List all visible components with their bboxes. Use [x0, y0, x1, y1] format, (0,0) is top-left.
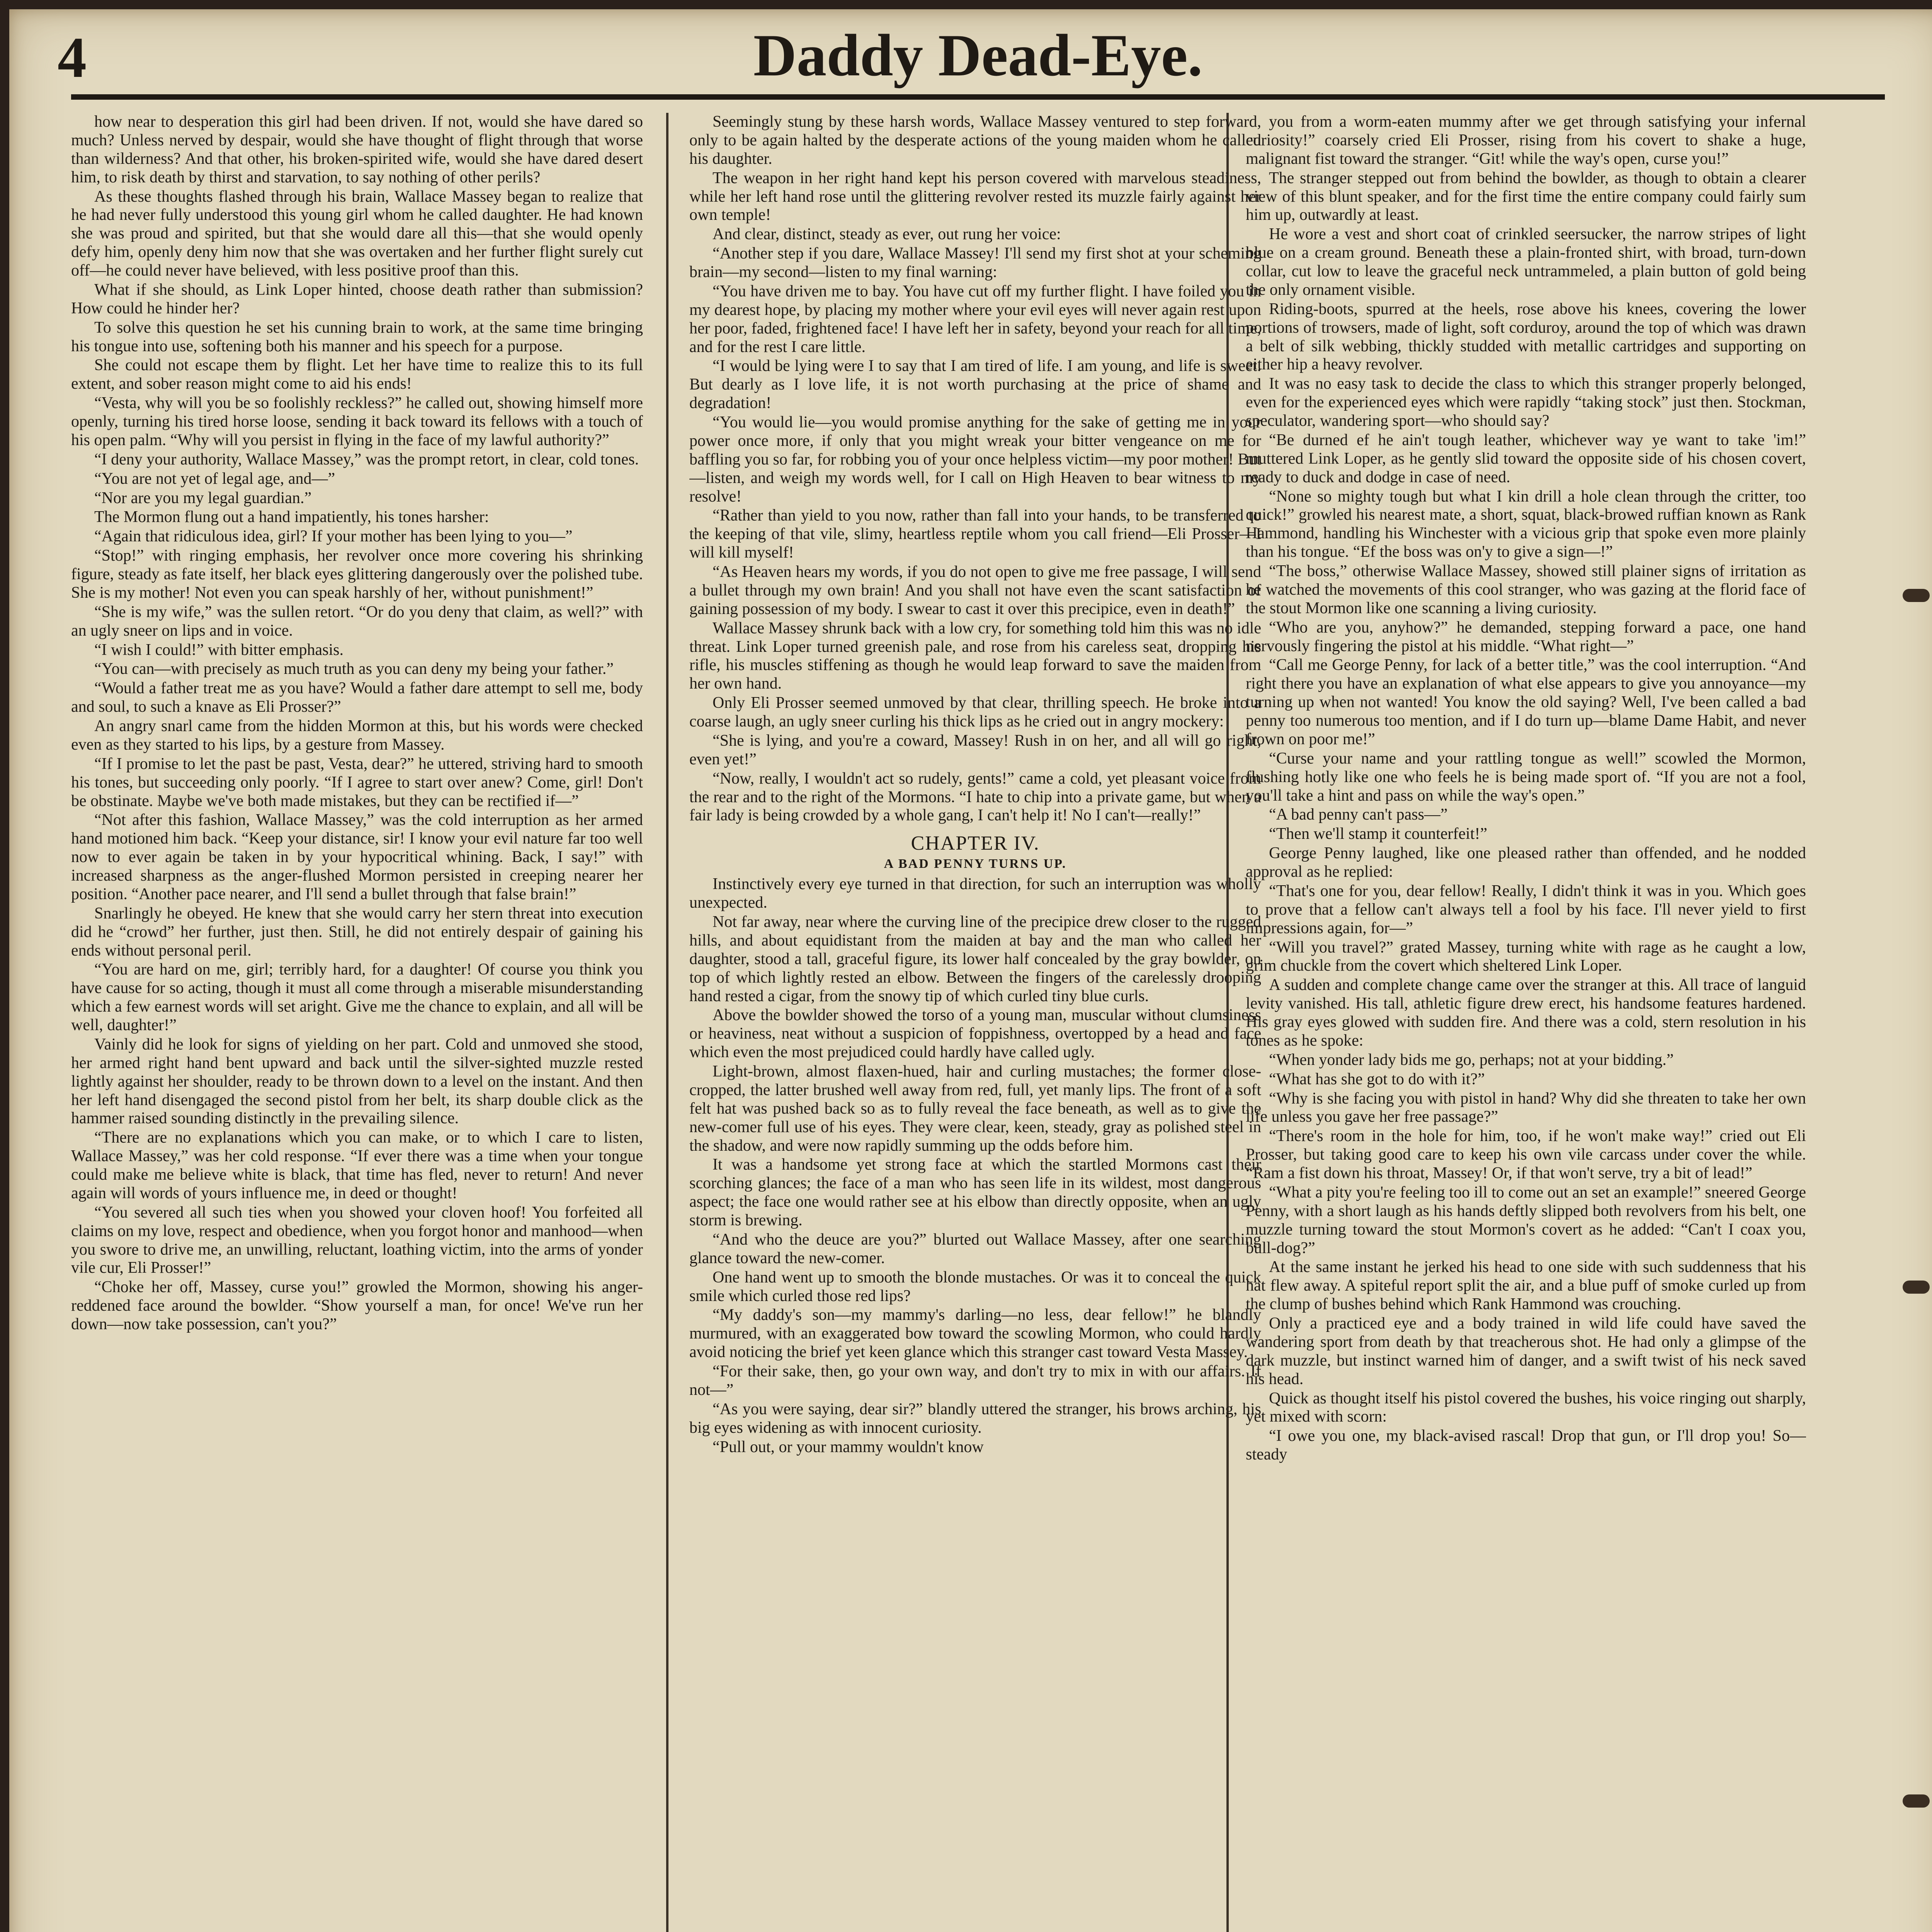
paragraph: “Stop!” with ringing emphasis, her revolver once more covering his shrinking figure, steady as fate itself, her black eyes glittering dangerously over the polished tube. She is my mother! Not even you can speak harshly of her, without punishment!” [71, 547, 643, 602]
paragraph: “I owe you one, my black-avised rascal! Drop that gun, or I'll drop you! So—steady [1246, 1427, 1806, 1464]
paragraph: And clear, distinct, steady as ever, out rung her voice: [713, 225, 1061, 243]
column-divider [666, 113, 668, 1932]
paragraph: One hand went up to smooth the blonde mustaches. Or was it to conceal the quick smile which curled those red lips? [689, 1268, 1261, 1305]
paragraph: An angry snarl came from the hidden Mormon at this, but his words were checked even as they started to his lips, by a gesture from Massey. [71, 717, 643, 753]
paragraph: “My daddy's son—my mammy's darling—no less, dear fellow!” he blandly murmured, with an exaggerated bow toward the scowling Mormon, who could hardly avoid noticing the brief yet keen glance which this stranger cast toward Vesta Massey. [689, 1306, 1261, 1361]
page-number: 4 [58, 26, 87, 90]
paragraph: “Rather than yield to you now, rather than fall into your hands, to be transferred to the keeping of that vile, slimy, heartless reptile whom you call friend—Eli Prosser—I will kill myself! [689, 507, 1261, 562]
paragraph: A sudden and complete change came over the stranger at this. All trace of languid levity vanished. His tall, athletic figure drew erect, his handsome features hardened. His gray eyes glowed with sudden fire. And there was a cold, stern resolution in his tones as he spoke: [1246, 976, 1806, 1049]
header-rule [71, 94, 1885, 100]
paragraph: It was a handsome yet strong face at which the startled Mormons cast their scorching glances; the face of a man who has seen life in its wildest, most dangerous aspect; the face one would rather see at his elbow than directly opposite, when an ugly storm is brewing. [689, 1156, 1261, 1230]
paragraph: “Who are you, anyhow?” he demanded, stepping forward a pace, one hand nervously fingering the pistol at his middle. “What right—” [1246, 618, 1806, 655]
paragraph: As these thoughts flashed through his brain, Wallace Massey began to realize that he had never fully understood this young girl whom he called daughter. He had known she was proud and spirited, but that she would dare all this—that she would openly defy him, openly deny him now that she was overtaken and her further flight surely cut off—he could never have believed, with less positive proof than this. [71, 187, 643, 279]
binding-hole [1903, 1794, 1930, 1808]
paragraph: “If I promise to let the past be past, Vesta, dear?” he uttered, striving hard to smooth his tones, but succeeding only poorly. “If I agree to start over anew? Come, girl! Don't be obstinate. Maybe we've both made mistakes, but they can be rectified if—” [71, 755, 643, 810]
paragraph: “I would be lying were I to say that I am tired of life. I am young, and life is sweet. But dearly as I love life, it is not worth purchasing at the price of shame and degradation! [689, 357, 1261, 412]
paragraph: “You have driven me to bay. You have cut off my further flight. I have foiled you in my dearest hope, by placing my mother where your evil eyes will never again rest upon her poor, faded, frightened face! I have left her in safety, beyond your reach for all time, and for the rest I care little. [689, 282, 1261, 356]
paragraph: “As you were saying, dear sir?” blandly uttered the stranger, his brows arching, his big eyes widening as with innocent curiosity. [689, 1400, 1261, 1437]
paragraph: “And who the deuce are you?” blurted out Wallace Massey, after one searching glance toward the new-comer. [689, 1230, 1261, 1267]
paragraph: She could not escape them by flight. Let her have time to realize this to its full extent, and sober reason might come to aid his ends! [71, 356, 643, 393]
paragraph: you from a worm-eaten mummy after we get through satisfying your infernal curiosity!” coarsely cried Eli Prosser, rising from his covert to shake a huge, malignant fist toward the stranger. “Git! while the way's open, curse you!” [1246, 113, 1806, 168]
paragraph: “Will you travel?” grated Massey, turning white with rage as he caught a low, grim chuckle from the covert which sheltered Link Loper. [1246, 938, 1806, 975]
paragraph: Above the bowlder showed the torso of a young man, muscular without clumsiness or heaviness, neat without a suspicion of foppishness, overtopped by a head and face which even the most prejudiced could hardly have called ugly. [689, 1006, 1261, 1061]
paragraph: George Penny laughed, like one pleased rather than offended, and he nodded approval as he replied: [1246, 844, 1806, 881]
paragraph: “Another step if you dare, Wallace Massey! I'll send my first shot at your scheming brain—my second—listen to my final warning: [689, 245, 1261, 281]
chapter-subheading: A BAD PENNY TURNS UP. [884, 856, 1067, 871]
column-2-text-before-chapter [689, 113, 1261, 825]
paragraph: Snarlingly he obeyed. He knew that she would carry her stern threat into execution did he “crowd” her further, just then. Still, he did not entirely despair of gaining his ends without personal peril. [71, 904, 643, 959]
paragraph: “Then we'll stamp it counterfeit!” [1269, 825, 1488, 843]
paragraph: “You are hard on me, girl; terribly hard, for a daughter! Of course you think you have cause for so acting, though it must all come through a miserable misunderstanding which a few earnest words will set aright. Give me the chance to explain, and all will be well, daughter!” [71, 961, 643, 1034]
paragraph: “The boss,” otherwise Wallace Massey, showed still plainer signs of irritation as he watched the movements of this cool stranger, who was gazing at the florid face of the stout Mormon like one scanning a living curiosity. [1246, 562, 1806, 617]
paragraph: At the same instant he jerked his head to one side with such suddenness that his hat flew away. A spiteful report split the air, and a blue puff of smoke curled up from the clump of bushes behind which Rank Hammond was crouching. [1246, 1258, 1806, 1313]
text-column-3 [1246, 113, 1806, 1932]
paragraph: “You severed all such ties when you showed your cloven hoof! You forfeited all claims on my love, respect and obedience, when you forgot honor and manhood—when you swore to drive me, an unwilling, reluctant, loathing victim, into the arms of yonder vile cur, Eli Prosser!” [71, 1203, 643, 1277]
column-2-text-after-chapter [689, 875, 1261, 1456]
paragraph: “You are not yet of legal age, and—” [94, 469, 335, 488]
paragraph: To solve this question he set his cunning brain to work, at the same time bringing his tongue into use, softening both his manner and his speech for a purpose. [71, 318, 643, 355]
paragraph: “She is my wife,” was the sullen retort. “Or do you deny that claim, as well?” with an ugly sneer on lips and in voice. [71, 603, 643, 639]
paragraph: The weapon in her right hand kept his person covered with marvelous steadiness, while her left hand rose until the glittering revolver rested its muzzle fairly against her own temple! [689, 169, 1261, 224]
paragraph: “Pull out, or your mammy wouldn't know [713, 1438, 984, 1456]
paragraph: “Again that ridiculous idea, girl? If your mother has been lying to you—” [94, 527, 573, 546]
paragraph: “What a pity you're feeling too ill to come out an set an example!” sneered George Penny, with a short laugh as his hands deftly slipped both revolvers from his belt, one muzzle turning toward the stout Mormon's covert as he added: “Can't I coax you, bull-dog?” [1246, 1183, 1806, 1257]
binding-hole [1903, 589, 1930, 602]
paragraph: “Vesta, why will you be so foolishly reckless?” he called out, showing himself more openly, turning his tired horse loose, sending it back toward its fellows with a touch of his open palm. “Why will you persist in flying in the face of my lawful authority?” [71, 394, 643, 449]
paragraph: “Curse your name and your rattling tongue as well!” scowled the Mormon, flushing hotly like one who feels he is being made sport of. “If you are not a fool, you'll take a hint and pass on while the way's open.” [1246, 749, 1806, 804]
binding-holes [1903, 9, 1932, 1932]
paragraph: “I wish I could!” with bitter emphasis. [94, 641, 344, 659]
paragraph: “There are no explanations which you can make, or to which I care to listen, Wallace Massey,” was her cold response. “If ever there was a time when your tongue could make me believe white is black, that time has fled, never to return! And never again will words of yours influence me, in deed or thought! [71, 1129, 643, 1202]
paragraph: “When yonder lady bids me go, perhaps; not at your bidding.” [1269, 1051, 1674, 1069]
paragraph: “You would lie—you would promise anything for the sake of getting me in your power once more, if only that you might wreak your bitter vengeance on me for baffling you so far, for robbing you of your once helpless victim—my poor mother! But—listen, and weigh my words well, for I call on High Heaven to bear witness to my resolve! [689, 413, 1261, 505]
paragraph: Seemingly stung by these harsh words, Wallace Massey ventured to step forward, only to be again halted by the desperate actions of the young maiden whom he called his daughter. [689, 113, 1261, 168]
paragraph: “That's one for you, dear fellow! Really, I didn't think it was in you. Which goes to prove that a fellow can't always tell a fool by his face. I'll never yield to first impressions again, for—” [1246, 882, 1806, 937]
paragraph: “Would a father treat me as you have? Would a father dare attempt to sell me, body and soul, to such a knave as Eli Prosser?” [71, 679, 643, 716]
paragraph: “You can—with precisely as much truth as you can deny my being your father.” [94, 660, 614, 678]
paragraph: Only Eli Prosser seemed unmoved by that clear, thrilling speech. He broke into a coarse laugh, an ugly sneer curling his thick lips as he cried out in angry mockery: [689, 694, 1261, 730]
paragraph: Wallace Massey shrunk back with a low cry, for something told him this was no idle threat. Link Loper turned greenish pale, and rose from his careless seat, dropping his rifle, his muscles stiffening as though he would leap forward to save the maiden from her own hand. [689, 619, 1261, 693]
paragraph: Only a practiced eye and a body trained in wild life could have saved the wandering sport from death by that treacherous shot. He had only a glimpse of the dark muzzle, but instinct warned him of danger, and a swift twist of his neck saved his head. [1246, 1315, 1806, 1388]
paragraph: “I deny your authority, Wallace Massey,” was the prompt retort, in clear, cold tones. [94, 450, 639, 468]
paragraph: “Why is she facing you with pistol in hand? Why did she threaten to take her own life unless you gave her free passage?” [1246, 1089, 1806, 1126]
paragraph: how near to desperation this girl had been driven. If not, would she have dared so much? Unless nerved by despair, would she have thought of flight through that worse than wilderness? And that other, his broken-spirited wife, would she have dared desert him, to risk death by thirst and starvation, to say nothing of other perils? [71, 113, 643, 186]
paragraph: “As Heaven hears my words, if you do not open to give me free passage, I will send a bullet through my own brain! And you shall not have even the scant satisfaction of gaining possession of my body. I swear to cast it over this precipice, even in death!” [689, 563, 1261, 618]
paragraph: What if she should, as Link Loper hinted, choose death rather than submission? How could he hinder her? [71, 281, 643, 317]
paragraph: “Call me George Penny, for lack of a better title,” was the cool interruption. “And right there you have an explanation of what else appears to give you annoyance—my turning up when not wanted! You know the old saying? Well, I've been called a bad penny too numerous too mention, and if I do turn up—blame Dame Habit, and never frown on poor me!” [1246, 656, 1806, 748]
text-column-1 [71, 113, 643, 1932]
paragraph: “Now, really, I wouldn't act so rudely, gents!” came a cold, yet pleasant voice from the rear and to the right of the Mormons. “I hate to chip into a private game, but when a fair lady is being crowded by a whole gang, I can't help it! No I can't—really!” [689, 769, 1261, 825]
paragraph: It was no easy task to decide the class to which this stranger properly belonged, even for the experienced eyes which were rapidly “taking stock” just then. Stockman, speculator, wandering sport—who should say? [1246, 375, 1806, 430]
paragraph: Not far away, near where the curving line of the precipice drew closer to the rugged hills, and about equidistant from the maiden at bay and the man who called her daughter, stood a tall, graceful figure, its lower half concealed by the gray bowlder, on top of which lightly rested an elbow. Between the fingers of the carelessly drooping hand rested a cigar, from the snowy tip of which curled tiny blue curls. [689, 913, 1261, 1005]
binding-hole [1903, 1281, 1930, 1294]
paragraph: Light-brown, almost flaxen-hued, hair and curling mustaches; the former close-cropped, the latter brushed well away from red, full, yet manly lips. The front of a soft felt hat was pushed back so as to fully reveal the face beneath, as well as to give the new-comer full use of his eyes. They were clear, keen, steady, gray as polished steel in the shadow, and were now rapidly summing up the odds before him. [689, 1063, 1261, 1155]
newspaper-page [9, 9, 1932, 1932]
paragraph: “Be durned ef he ain't tough leather, whichever way ye want to take 'im!” muttered Link Loper, as he gently slid toward the opposite side of his chosen covert, ready to duck and dodge in case of need. [1246, 431, 1806, 486]
paragraph: Riding-boots, spurred at the heels, rose above his knees, covering the lower portions of trowsers, made of light, soft corduroy, around the top of which was drawn a belt of silk webbing, thickly studded with metallic cartridges and supporting on either hip a heavy revolver. [1246, 300, 1806, 374]
paragraph: “Choke her off, Massey, curse you!” growled the Mormon, showing his anger-reddened face around the bowlder. “Show yourself a man, for once! We've run her down—now take possession, can't you?” [71, 1278, 643, 1333]
paragraph: The Mormon flung out a hand impatiently, his tones harsher: [94, 508, 489, 526]
paragraph: “She is lying, and you're a coward, Massey! Rush in on her, and all will go right, even yet!” [689, 731, 1261, 768]
chapter-heading: CHAPTER IV. [911, 832, 1040, 855]
paragraph: “For their sake, then, go your own way, and don't try to mix in with our affairs. If not—” [689, 1362, 1261, 1399]
paragraph: Vainly did he look for signs of yielding on her part. Cold and unmoved she stood, her armed right hand bent upward and back until the silver-sighted muzzle rested lightly against her shoulder, ready to be thrown down to a level on the instant. And then her left hand disengaged the second pistol from her belt, its sharp double click as the hammer raised sounding distinctly in the prevailing silence. [71, 1035, 643, 1128]
paragraph: “A bad penny can't pass—” [1269, 806, 1448, 824]
paragraph: “None so mighty tough but what I kin drill a hole clean through the critter, too quick!” growled his nearest mate, a short, squat, black-browed ruffian known as Rank Hammond, handling his Winchester with a vicious grip that spoke even more plainly than his tongue. “Ef the boss was on'y to give a sign—!” [1246, 487, 1806, 561]
paragraph: “What has she got to do with it?” [1269, 1070, 1485, 1088]
paragraph: Quick as thought itself his pistol covered the bushes, his voice ringing out sharply, yet mixed with scorn: [1246, 1389, 1806, 1426]
paragraph: The stranger stepped out from behind the bowlder, as though to obtain a clearer view of this blunt speaker, and for the first time the entire company could fairly sum him up, outwardly at least. [1246, 169, 1806, 224]
running-title: Daddy Dead-Eye. [753, 22, 1203, 88]
paragraph: He wore a vest and short coat of crinkled seersucker, the narrow stripes of light blue on a cream ground. Beneath these a plain-fronted shirt, with broad, turn-down collar, cut low to leave the graceful neck untrammeled, a plain button of gold being the only ornament visible. [1246, 225, 1806, 299]
paragraph: “There's room in the hole for him, too, if he won't make way!” cried out Eli Prosser, but taking good care to keep his own vile carcass under cover the while. “Ram a fist down his throat, Massey! Or, if that won't serve, try a bit of lead!” [1246, 1127, 1806, 1182]
paragraph: Instinctively every eye turned in that direction, for such an interruption was wholly unexpected. [689, 875, 1261, 912]
paragraph: “Not after this fashion, Wallace Massey,” was the cold interruption as her armed hand motioned him back. “Keep your distance, sir! I know your evil nature far too well now to ever again be taken in by your hypocritical whining. Back, I say!” with increased sharpness as the anger-flushed Mormon persisted in creeping nearer her position. “Another pace nearer, and I'll send a bullet through that false brain!” [71, 811, 643, 903]
paragraph: “Nor are you my legal guardian.” [94, 489, 312, 507]
text-column-2 [689, 113, 1261, 1932]
